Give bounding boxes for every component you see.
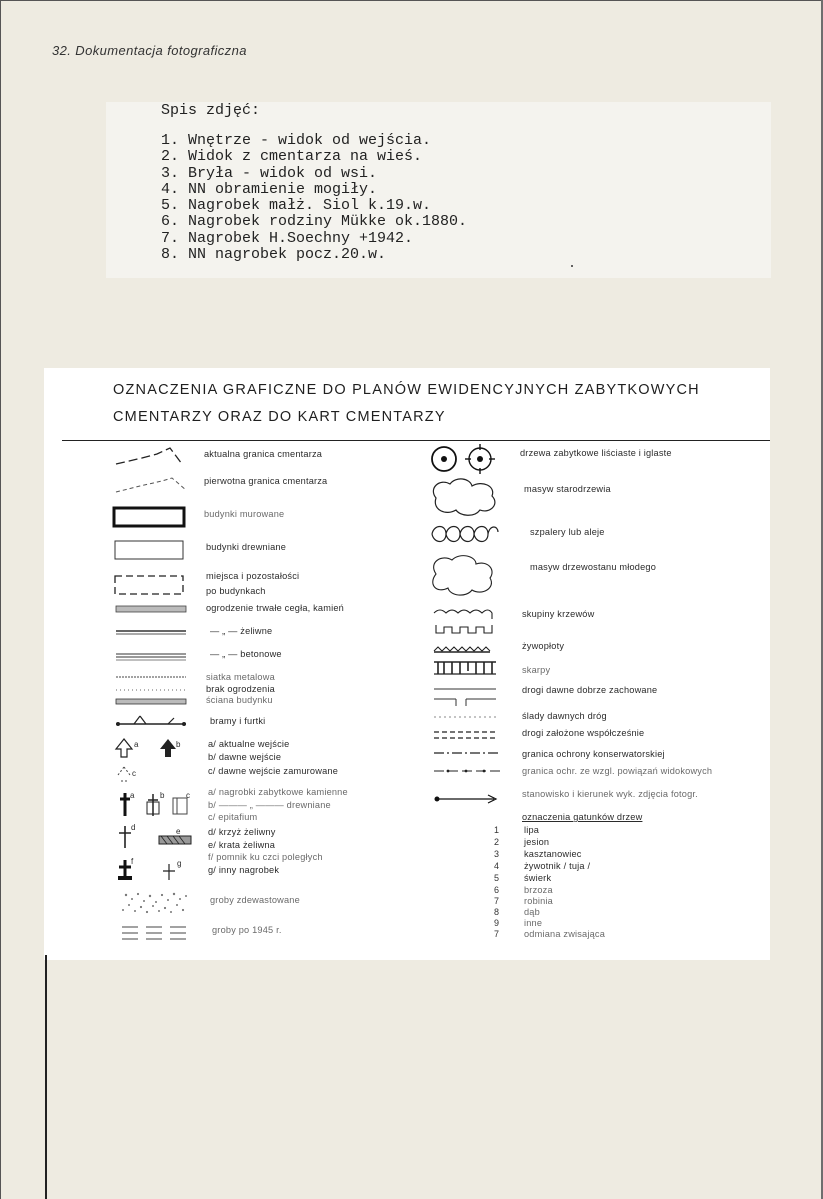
species-number: 7 — [494, 896, 500, 906]
legend-left-label: e/ krata żeliwna — [208, 840, 276, 850]
shrub-groups-symbol — [430, 605, 510, 639]
legend-right-label: szpalery lub aleje — [530, 527, 605, 537]
species-name: odmiana zwisająca — [524, 929, 606, 939]
symbol-letter: a — [134, 740, 139, 749]
legend-left-label: a/ nagrobki zabytkowe kamienne — [208, 787, 348, 797]
species-name: robinia — [524, 896, 553, 906]
species-number: 2 — [494, 837, 500, 847]
concrete-fence-symbol — [112, 650, 192, 662]
photo-list-item: 6. Nagrobek rodziny Mükke ok.1880. — [161, 213, 468, 231]
photo-list — [161, 133, 467, 263]
legend-right-label: drzewa zabytkowe liściaste i iglaste — [520, 448, 672, 458]
legend-left-label: — „ — betonowe — [210, 649, 282, 659]
symbol-letter: b — [160, 791, 165, 800]
legend-left-label: budynki murowane — [204, 509, 285, 519]
legend-right-label: stanowisko i kierunek wyk. zdjęcia fotogr. — [522, 789, 698, 799]
legend-left-label: siatka metalowa — [206, 672, 275, 682]
species-name: dąb — [524, 907, 540, 917]
tree-rows-symbol — [428, 522, 508, 544]
photo-list-item: 3. Bryła - widok od wsi. — [161, 164, 378, 182]
legend-left-label: bramy i furtki — [210, 716, 266, 726]
legend-left-label: budynki drewniane — [206, 542, 287, 552]
legend-right-label: skupiny krzewów — [522, 609, 595, 619]
legend-left-label: b/ ——— „ ——— drewniane — [208, 800, 331, 810]
species-number: 5 — [494, 873, 500, 883]
species-number: 9 — [494, 918, 500, 928]
legend-left-label: f/ pomnik ku czci poległych — [208, 852, 323, 862]
species-name: inne — [524, 918, 543, 928]
species-number: 6 — [494, 885, 500, 895]
legend-left-label: c/ epitafium — [208, 812, 258, 822]
building-remains-symbol — [110, 572, 190, 600]
photo-list-item: 7. Nagrobek H.Soechny +1942. — [161, 229, 414, 247]
traces-of-roads-symbol — [432, 712, 512, 722]
legend-right-label: drogi założone współcześnie — [522, 728, 645, 738]
current-boundary-symbol — [112, 444, 192, 470]
iron-cross-grating-symbol — [115, 824, 195, 850]
species-number: 1 — [494, 825, 500, 835]
iron-fence-symbol — [112, 627, 192, 639]
species-name: kasztanowiec — [524, 849, 582, 859]
symbol-letter: d — [131, 823, 136, 832]
legend-right-label: masyw drzewostanu młodego — [530, 562, 657, 572]
fence-mesh-none-wall-symbols — [112, 672, 192, 710]
legend-left-label: groby po 1945 r. — [212, 925, 282, 935]
legend-left-label: aktualna granica cmentarza — [204, 449, 323, 459]
species-number: 7 — [494, 929, 500, 939]
wooden-building-symbol — [110, 538, 190, 562]
slopes-symbol — [432, 659, 512, 677]
legend-left-label: g/ inny nagrobek — [208, 865, 280, 875]
legend-left-label: pierwotna granica cmentarza — [204, 476, 328, 486]
historic-trees-symbol — [428, 442, 508, 476]
symbol-letter: e — [176, 827, 181, 836]
legend-left-label: a/ aktualne wejście — [208, 739, 290, 749]
symbol-letter: b — [176, 740, 181, 749]
page-edge-left — [0, 0, 1, 1199]
legend-left-label: c/ dawne wejście zamurowane — [208, 766, 339, 776]
legend-left-label: po budynkach — [206, 586, 266, 596]
legend-divider — [62, 440, 770, 441]
brick-building-symbol — [110, 505, 190, 529]
photo-list-item: 5. Nagrobek małż. Siol k.19.w. — [161, 197, 432, 215]
legend-right-label: granica ochr. ze wzgl. powiązań widokowych — [522, 766, 713, 776]
devastated-graves-symbol — [118, 890, 198, 916]
old-tree-mass-symbol — [426, 476, 506, 518]
gate-symbol — [112, 712, 192, 732]
legend-left-label: miejsca i pozostałości — [206, 571, 300, 581]
old-roads-symbol — [432, 684, 512, 708]
legend-right-label: masyw starodrzewia — [524, 484, 611, 494]
left-margin-rule — [45, 955, 47, 1199]
hedges-symbol — [432, 643, 512, 657]
legend-left-label: ściana budynku — [206, 695, 273, 705]
symbol-letter: c — [132, 769, 137, 778]
symbol-letter: g — [177, 859, 182, 868]
legend-right-label: skarpy — [522, 665, 551, 675]
page-edge-top — [0, 0, 823, 1]
modern-roads-symbol — [432, 728, 512, 742]
legend-left-label: brak ogrodzenia — [206, 684, 275, 694]
original-boundary-symbol — [112, 474, 192, 496]
page-header: 32. Dokumentacja fotograficzna — [52, 43, 247, 58]
species-name: jesion — [524, 837, 550, 847]
legend-right-label: drogi dawne dobrze zachowane — [522, 685, 658, 695]
post-1945-graves-symbol — [118, 922, 198, 946]
memorial-other-grave-symbol — [115, 856, 195, 884]
legend-left-label: d/ krzyż żeliwny — [208, 827, 276, 837]
species-number: 8 — [494, 907, 500, 917]
legend-title-line-1: OZNACZENIA GRAFICZNE DO PLANÓW EWIDENCYJNYCH ZABYTKOWYCH — [113, 382, 700, 398]
legend-left-label: ogrodzenie trwałe cegła, kamień — [206, 603, 344, 613]
permanent-fence-symbol — [112, 603, 192, 617]
species-name: brzoza — [524, 885, 553, 895]
symbol-letter: c — [186, 791, 191, 800]
photo-list-item: 4. NN obramienie mogiły. — [161, 180, 378, 198]
legend-right-label: granica ochrony konserwatorskiej — [522, 749, 665, 759]
historic-tombstones-symbol — [115, 790, 195, 820]
species-number: 3 — [494, 849, 500, 859]
legend-right-label: ślady dawnych dróg — [522, 711, 607, 721]
species-number: 4 — [494, 861, 500, 871]
photo-list-title: Spis zdjęć: — [161, 102, 261, 119]
photo-list-item: 8. NN nagrobek pocz.20.w. — [161, 246, 387, 264]
legend-left-label: groby zdewastowane — [210, 895, 300, 905]
ink-speck — [571, 265, 573, 267]
legend-title-line-2: CMENTARZY ORAZ DO KART CMENTARZY — [113, 409, 446, 425]
view-protection-boundary-symbol — [432, 766, 512, 776]
photo-list-item: 1. Wnętrze - widok od wejścia. — [161, 132, 432, 149]
legend-right-label: żywopłoty — [522, 641, 565, 651]
symbol-letter: a — [130, 791, 135, 800]
legend-left-label: b/ dawne wejście — [208, 752, 282, 762]
species-name: świerk — [524, 873, 552, 883]
young-stand-mass-symbol — [426, 552, 506, 598]
species-name: żywotnik / tuja / — [524, 861, 591, 871]
species-name: lipa — [524, 825, 540, 835]
symbol-letter: f — [131, 857, 134, 866]
conservation-boundary-symbol — [432, 748, 512, 758]
species-heading: oznaczenia gatunków drzew — [522, 812, 643, 822]
photo-position-arrow-symbol — [432, 792, 512, 806]
photo-list-item: 2. Widok z cmentarza na wieś. — [161, 148, 423, 166]
legend-left-label: — „ — żeliwne — [210, 626, 273, 636]
